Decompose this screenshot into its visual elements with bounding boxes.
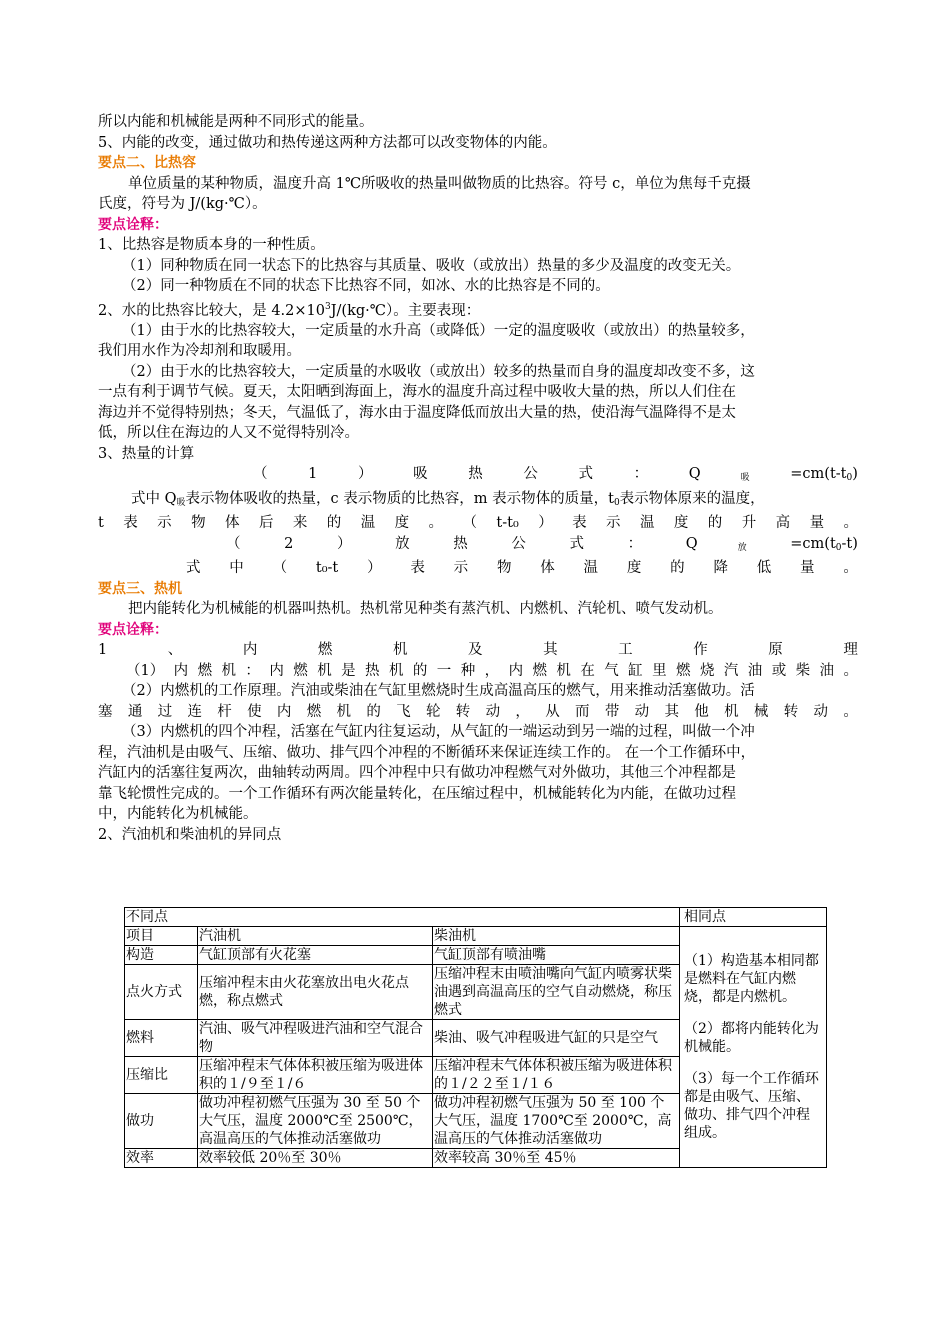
text-char: 燃 [306, 703, 322, 720]
formula-char: 公 [511, 535, 526, 552]
formula-char: 吸 [413, 466, 428, 483]
text-char: 物 [496, 560, 512, 577]
paragraph: 氏度，符号为 J/(kg·℃）。 [98, 196, 267, 212]
text-char: 或 [771, 662, 787, 679]
text-char: 机 [392, 642, 408, 659]
text-char: 及 [468, 642, 483, 659]
paragraph [98, 558, 858, 579]
same-point: （2）都将内能转化为机械能。 [684, 1021, 819, 1055]
paragraph: 我们用水作为冷却剂和取暖用。 [98, 343, 301, 360]
formula-char: 1 [308, 466, 318, 483]
text-char: 示 [453, 560, 469, 577]
formula-char: 放 [395, 535, 410, 552]
formula-char: ） [336, 535, 352, 552]
text-char: 物 [191, 515, 206, 532]
paragraph: 单位质量的某种物质，温度升高 1℃所吸收的热量叫做物质的比热容。符号 c，单位为焦每千克摄 [128, 175, 751, 192]
table-cell: 效率较低 20％至 30％ [198, 1149, 433, 1168]
paragraph: 3、热量的计算 [98, 445, 195, 462]
text-char: 。 [843, 515, 858, 532]
text-char: 式 [186, 560, 201, 577]
paragraph: （1）由于水的比热容较大，一定质量的水升高（或降低）一定的温度吸收（或放出）的热量较多， [122, 322, 755, 339]
text-char: 度 [394, 515, 410, 532]
table-cell: 气缸顶部有喷油嘴 [433, 946, 680, 965]
table-header: 相同点 [680, 908, 827, 927]
table-cell: 构造 [125, 946, 198, 965]
text-char: 飞 [396, 703, 411, 720]
text-char: 而 [575, 703, 590, 720]
table-cell: 点火方式 [125, 965, 198, 1020]
text-char: 作 [693, 642, 708, 659]
comparison-table [124, 907, 827, 1168]
text-char: 度 [673, 515, 689, 532]
table-header: 汽油机 [198, 927, 433, 946]
formula-expression: $=cm(t_0-t)$ [790, 535, 858, 553]
text-char: 、 [167, 642, 183, 659]
text-char: 量 [800, 560, 815, 577]
text-char: 理 [843, 642, 858, 659]
text-char: 温 [583, 560, 599, 577]
table-cell: 效率 [125, 1149, 198, 1168]
same-point: （1）构造基本相同都是燃料在气缸内燃烧，都是内燃机。 [684, 953, 819, 1005]
text-char: 。 [428, 515, 444, 532]
text-char: 在 [580, 662, 595, 679]
text-char: 杆 [217, 703, 232, 720]
table-cell: 做功冲程初燃气压强为 30 至 50 个大气压，温度 2000℃至 2500℃，高温高压的气体推动活塞做功 [198, 1094, 433, 1149]
text-char: 表 [123, 515, 138, 532]
text-char: 他 [694, 703, 709, 720]
formula-char: （ [253, 466, 268, 483]
text-char: 内 [508, 662, 524, 679]
text-char: 缸 [628, 662, 643, 679]
text-char: 1 [98, 642, 108, 659]
formula-absorb [98, 464, 858, 489]
text-char: 的 [707, 515, 723, 532]
text-char: 带 [604, 703, 620, 720]
text-char: 过 [157, 703, 173, 720]
text-char: 原 [768, 642, 783, 659]
text-char: 。 [843, 662, 858, 679]
paragraph: （1）同种物质在同一状态下的比热容与其质量、吸收（或放出）热量的多少及温度的改变无关。 [122, 257, 741, 274]
text-char: 机 [336, 703, 351, 720]
text-char: 烧 [699, 662, 715, 679]
same-point: （3）每一个工作循环都是由吸气、压缩、做功、排气四个冲程组成。 [684, 1071, 819, 1141]
section-heading: 要点二、比热容 [98, 155, 196, 171]
paragraph: （2）同一种物质在不同的状态下比热容不同，如冰、水的比热容是不同的。 [122, 278, 610, 294]
paragraph: 2、汽油机和柴油机的异同点 [98, 826, 282, 843]
table-cell: 燃料 [125, 1020, 198, 1057]
formula-char: 2 [284, 535, 294, 552]
text-char: 体 [540, 560, 555, 577]
text-char: 其 [664, 703, 679, 720]
table-cell: 压缩比 [125, 1057, 198, 1094]
text-char: t [98, 515, 104, 532]
formula-char: Q $_放$ [685, 535, 747, 553]
table-row [125, 927, 827, 946]
text-char: 通 [127, 703, 143, 720]
formula-char: Q $_吸$ [688, 466, 750, 484]
paragraph: 海边并不觉得特别热；冬天，气温低了，海水由于温度降低而放出大量的热，使沿海气温降得不是太 [98, 404, 736, 421]
text-char: ） [538, 515, 553, 532]
text-char: 高 [775, 515, 791, 532]
document-body [98, 112, 858, 845]
text-char: 后 [258, 515, 274, 532]
text-char: 其 [543, 642, 558, 659]
paragraph: 中，内能转化为机械能。 [98, 806, 258, 823]
text-char: 工 [618, 642, 633, 659]
paragraph [98, 661, 858, 682]
table-cell: 压缩冲程末由火花塞放出电火花点燃，称点燃式 [198, 965, 433, 1020]
formula-char: 式 [578, 466, 593, 483]
text-char: 燃 [676, 662, 691, 679]
text-char: （ [272, 560, 288, 577]
paragraph: 5、内能的改变，通过做功和热传递这两种方法都可以改变物体的内能。 [98, 134, 557, 151]
text-char: 机 [317, 662, 332, 679]
text-char: 油 [747, 662, 763, 679]
table-cell: 效率较高 30％至 45％ [433, 1149, 680, 1168]
formula-char: ： [627, 535, 643, 552]
text-char: 是 [341, 662, 356, 679]
table-cell: 压缩冲程末气体体积被压缩为吸进体积的１/２２至１/１６ [433, 1057, 680, 1094]
paragraph: 低，所以住在海边的人又不觉得特别冷。 [98, 425, 359, 442]
formula-char: ） [357, 466, 373, 483]
text-char: 示 [606, 515, 621, 532]
text-char: ， [515, 703, 530, 720]
formula-char: 热 [468, 466, 483, 483]
text-char: 机 [388, 662, 404, 679]
text-char: 的 [670, 560, 685, 577]
text-char: 温 [360, 515, 376, 532]
text-char: 的 [366, 703, 381, 720]
paragraph [98, 702, 858, 723]
text-char: 。 [843, 560, 858, 577]
text-char: 使 [247, 703, 262, 720]
table-row [125, 908, 827, 927]
text-char: 体 [225, 515, 240, 532]
paragraph [98, 513, 858, 534]
text-char: 气 [604, 662, 619, 679]
text-char: 的 [326, 515, 342, 532]
table-cell: 压缩冲程末由喷油嘴向气缸内喷雾状柴油遇到高温高压的空气自动燃烧，称压燃式 [433, 965, 680, 1020]
text-char: 油 [819, 662, 835, 679]
text-char: 机 [221, 662, 236, 679]
table-cell: 气缸顶部有火花塞 [198, 946, 433, 965]
table-cell: 汽油、吸气冲程吸进汽油和空气混合物 [198, 1020, 433, 1057]
paragraph: （3）内燃机的四个冲程，活塞在气缸内往复运动，从气缸的一端运动到另一端的过程，叫做一个冲 [122, 724, 755, 741]
formula-char: 式 [569, 535, 584, 552]
text-char: 热 [365, 662, 380, 679]
formula-char: 热 [453, 535, 468, 552]
text-char: 量 [809, 515, 825, 532]
text-char: ： [245, 662, 260, 679]
text-char: 温 [639, 515, 655, 532]
text-char: 一 [436, 662, 452, 679]
text-char: 内 [173, 662, 189, 679]
text-char: 燃 [293, 662, 308, 679]
text-char: 动 [485, 703, 501, 720]
table-header: 柴油机 [433, 927, 680, 946]
same-points-cell [680, 927, 827, 1168]
paragraph: 2、水的比热容比较大，是 $4.2\times 10^3J/(kg\cdot℃)$。主要表现： [98, 301, 481, 319]
text-char: 度 [626, 560, 642, 577]
text-char: （1） [126, 662, 165, 679]
text-char: t₀-t [315, 560, 339, 577]
paragraph: 式中 $Q_吸$表示物体吸收的热量，c 表示物质的比热容，m 表示物体的质量，$t_0$表示物体原来的温度， [131, 490, 765, 508]
text-char: 示 [157, 515, 172, 532]
text-char: 机 [724, 703, 739, 720]
formula-release [98, 534, 858, 559]
paragraph: 把内能转化为机械能的机器叫热机。热机常见种类有蒸汽机、内燃机、汽轮机、喷气发动机。 [128, 601, 723, 618]
paragraph: 靠飞轮惯性完成的。一个工作循环有两次能量转化，在压缩过程中，机械能转化为内能，在做功过程 [98, 785, 736, 802]
text-char: 。 [843, 703, 858, 720]
text-char: 表 [572, 515, 587, 532]
text-char: 燃 [197, 662, 213, 679]
text-char: 连 [187, 703, 202, 720]
text-char: 轮 [425, 703, 441, 720]
text-char: （ [462, 515, 477, 532]
formula-char: ： [633, 466, 649, 483]
formula-char: （ [226, 535, 241, 552]
text-char: 来 [292, 515, 308, 532]
formula-expression: $=cm(t-t_0)$ [790, 466, 858, 484]
text-char: 内 [269, 662, 284, 679]
paragraph: 所以内能和机械能是两种不同形式的能量。 [98, 114, 374, 130]
text-char: ， [484, 662, 500, 679]
paragraph [98, 640, 858, 661]
paragraph: 1、比热容是物质本身的一种性质。 [98, 237, 325, 253]
text-char: 低 [756, 560, 772, 577]
text-char: ） [367, 560, 382, 577]
text-char: 燃 [317, 642, 333, 659]
text-char: 表 [410, 560, 425, 577]
section-heading: 要点三、热机 [98, 580, 182, 597]
paragraph: 程，汽油机是由吸气、压缩、做功、排气四个冲程的不断循环来保证连续工作的。 在一个工作循环中， [98, 744, 756, 761]
text-char: 燃 [532, 662, 547, 679]
text-char: 转 [455, 703, 471, 720]
note-heading: 要点诠释： [98, 621, 168, 638]
text-char: 机 [556, 662, 571, 679]
paragraph: （2）内燃机的工作原理。汽油或柴油在气缸里燃烧时生成高温高压的燃气，用来推动活塞做功。活 [122, 683, 755, 700]
text-char: 柴 [795, 662, 811, 679]
text-char: 中 [229, 560, 244, 577]
text-char: 内 [276, 703, 292, 720]
note-heading: 要点诠释： [98, 216, 168, 233]
text-char: 降 [713, 560, 728, 577]
text-char: 转 [783, 703, 799, 720]
table-cell: 做功冲程初燃气压强为 50 至 100 个大气压，温度 1700℃至 2000℃，高温高压的气体推动活塞做功 [433, 1094, 680, 1149]
paragraph: 一点有利于调节气候。夏天，太阳晒到海面上，海水的温度升高过程中吸收大量的热，所以人们住在 [98, 384, 736, 401]
text-char: 升 [741, 515, 757, 532]
table-cell: 柴油、吸气冲程吸进气缸的只是空气 [433, 1020, 680, 1057]
text-char: 动 [634, 703, 650, 720]
table-header: 项目 [125, 927, 198, 946]
paragraph: （2）由于水的比热容较大，一定质量的水吸收（或放出）较多的热量而自身的温度却改变不多，这 [122, 363, 755, 380]
text-char: 从 [545, 703, 560, 720]
text-char: 动 [813, 703, 828, 720]
text-char: 械 [753, 703, 769, 720]
text-char: 的 [412, 662, 428, 679]
table-header: 不同点 [125, 908, 680, 927]
text-char: 内 [242, 642, 258, 659]
text-char: t-t₀ [496, 515, 519, 532]
table-cell: 做功 [125, 1094, 198, 1149]
text-char: 塞 [98, 703, 113, 720]
formula-char: 公 [523, 466, 538, 483]
text-char: 种 [460, 662, 476, 679]
paragraph: 汽缸内的活塞往复两次，曲轴转动两周。四个冲程中只有做功冲程燃气对外做功，其他三个冲程都是 [98, 765, 736, 782]
text-char: 里 [652, 662, 667, 679]
table-cell: 压缩冲程末气体体积被压缩为吸进体积的１/９至１/６ [198, 1057, 433, 1094]
text-char: 汽 [723, 662, 739, 679]
